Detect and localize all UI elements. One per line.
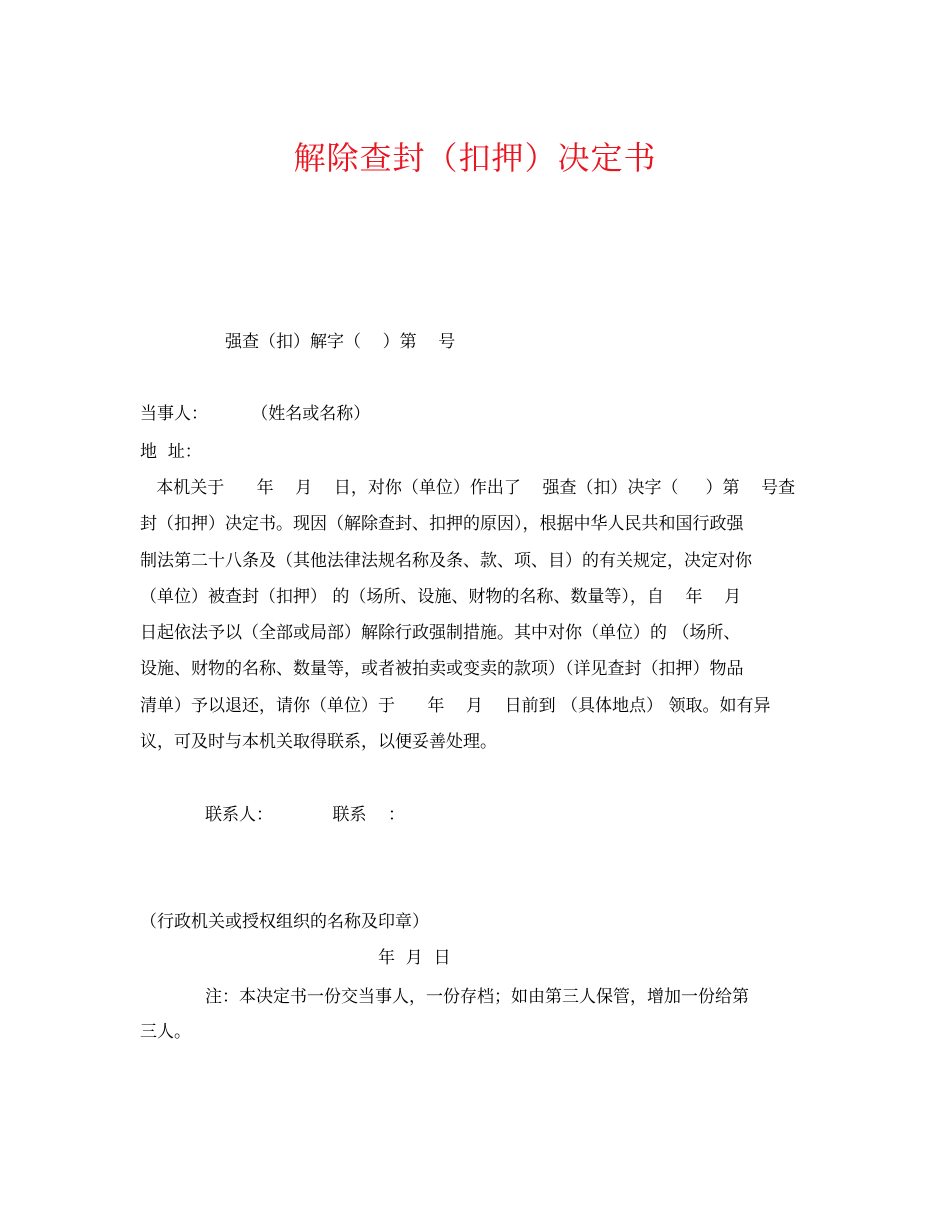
body-line: 设施、财物的名称、数量等，或者被拍卖或变卖的款项）（详见查封（扣押）物品 — [140, 659, 744, 680]
contact-field: 联系人： 联系 ： — [205, 805, 406, 825]
body-line: 清单）予以退还，请你（单位）于 年 月 日前到 （具体地点） 领取。如有异 — [140, 695, 771, 716]
body-line: 封（扣押）决定书。现因（解除查封、扣押的原因），根据中华人民共和国行政强 — [140, 514, 744, 535]
note-text-continued: 三人。 — [140, 1022, 191, 1042]
body-line: （单位）被查封（扣押） 的（场所、设施、财物的名称、数量等），自 年 月 — [140, 586, 742, 607]
address-field: 地 址： — [140, 442, 202, 462]
note-text: 注：本决定书一份交当事人，一份存档；如由第三人保管，增加一份给第 — [205, 987, 749, 1007]
issuing-authority: （行政机关或授权组织的名称及印章） — [140, 912, 429, 932]
body-line: 议，可及时与本机关取得联系，以便妥善处理。 — [140, 732, 497, 753]
body-line: 日起依法予以（全部或局部）解除行政强制措施。其中对你（单位）的 （场所、 — [140, 623, 741, 644]
issue-date: 年 月 日 — [378, 948, 451, 968]
document-number: 强查（扣）解字（ ）第 号 — [225, 332, 456, 352]
party-field: 当事人： （姓名或名称） — [140, 404, 371, 424]
document-title: 解除查封（扣押）决定书 — [293, 139, 657, 177]
decision-body — [140, 470, 812, 760]
body-line: 本机关于 年 月 日，对你（单位）作出了 强查（扣）决字（ ）第 号查 — [140, 478, 796, 498]
body-line: 制法第二十八条及（其他法律法规名称及条、款、项、目）的有关规定，决定对你 — [140, 550, 752, 571]
